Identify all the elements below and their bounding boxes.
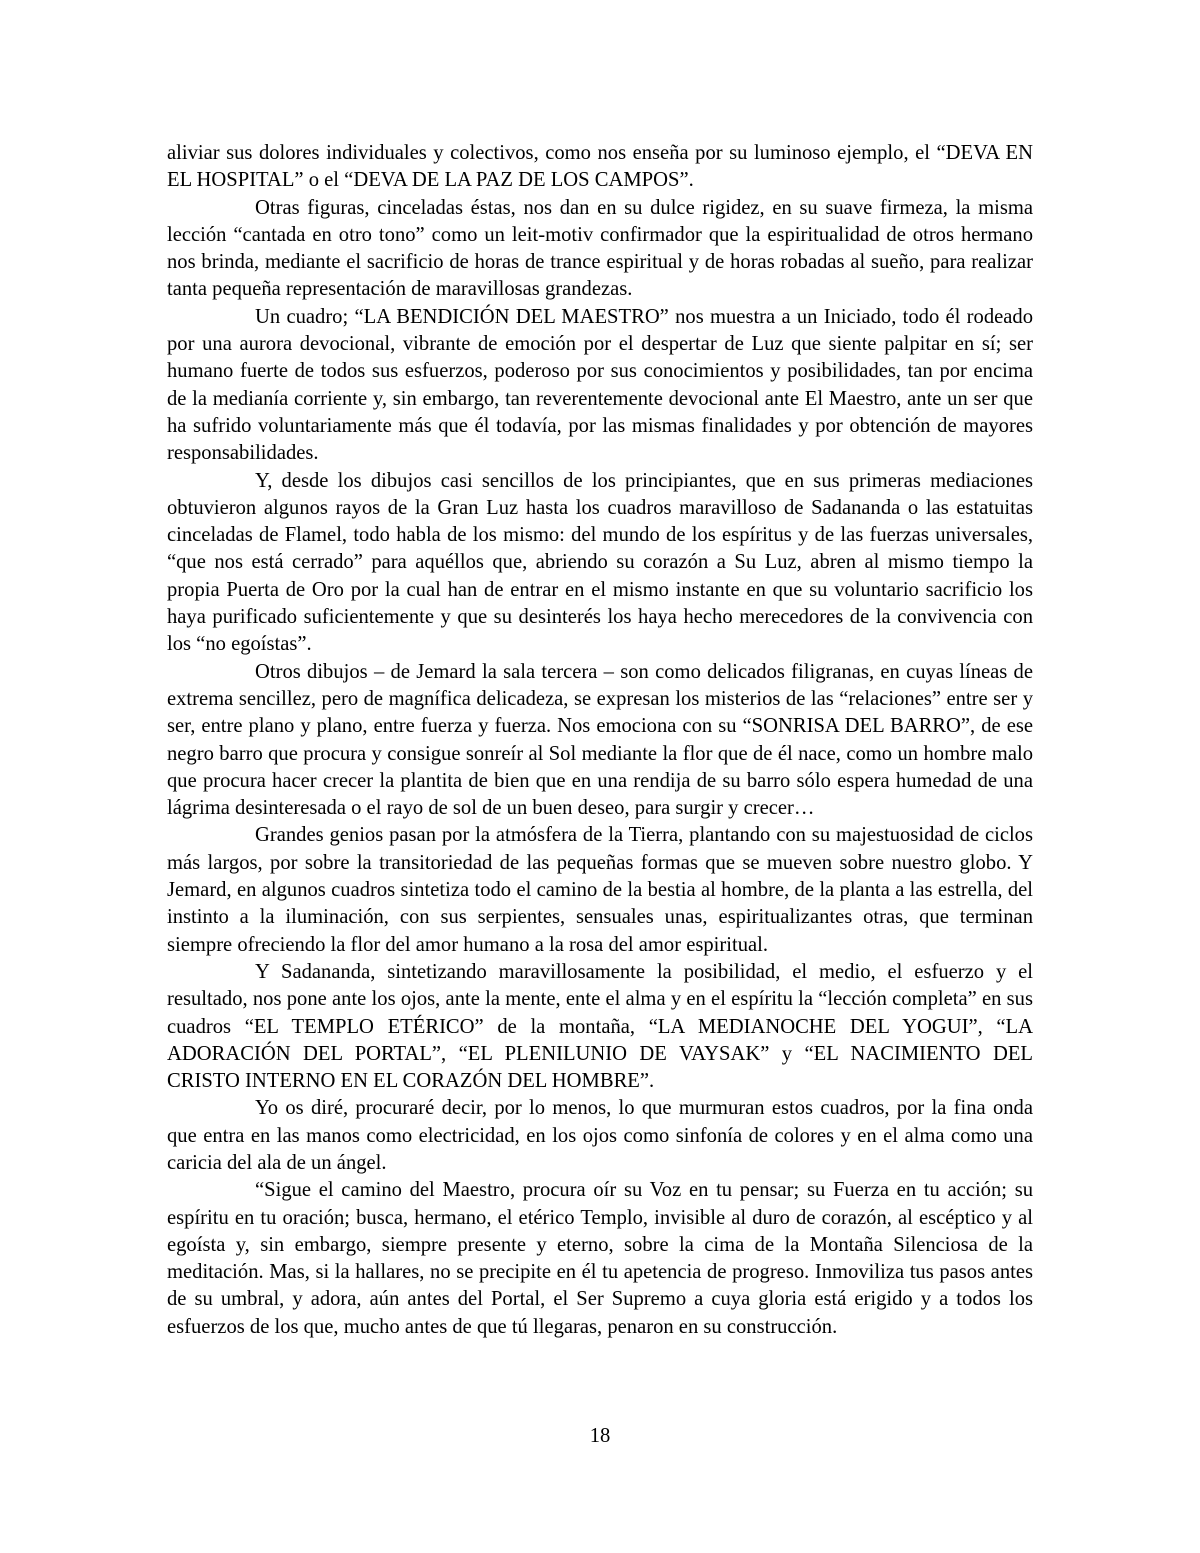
body-text — [167, 140, 1033, 1341]
paragraph: Un cuadro; “LA BENDICIÓN DEL MAESTRO” nos muestra a un Iniciado, todo él rodeado por una aurora devocional, vibrante de emoción por el despertar de Luz que siente palpitar en sí; ser humano fuerte de todos sus esfuerzos, poderoso por sus conocimientos y posibilidades, tan por encima de la medianía corriente y, sin embargo, tan reverentemente devocional ante El Maestro, ante un ser que ha sufrido voluntariamente más que él todavía, por las mismas finalidades y por obtención de mayores responsabilidades. — [167, 305, 1033, 465]
paragraph: “Sigue el camino del Maestro, procura oír su Voz en tu pensar; su Fuerza en tu acción; su espíritu en tu oración; busca, hermano, el etérico Templo, invisible al duro de corazón, al escéptico y al egoísta y, sin embargo, siempre presente y eterno, sobre la cima de la Montaña Silenciosa de la meditación. Mas, si la hallares, no se precipite en él tu apetencia de progreso. Inmoviliza tus pasos antes de su umbral, y adora, aún antes del Portal, el Ser Supremo a cuya gloria está erigido y a todos los esfuerzos de los que, mucho antes de que tú llegaras, penaron en su construcción. — [167, 1179, 1033, 1338]
paragraph: Y, desde los dibujos casi sencillos de los principiantes, que en sus primeras mediaciones obtuvieron algunos rayos de la Gran Luz hasta los cuadros maravilloso de Sadananda o las estatuitas cinceladas de Flamel, todo habla de los mismo: del mundo de los espíritus y de las fuerzas universales, “que nos está cerrado” para aquéllos que, abriendo su corazón a Su Luz, abren al mismo tiempo la propia Puerta de Oro por la cual han de entrar en el mismo instante en que su voluntario sacrificio los haya purificado suficientemente y que su desinterés los haya hecho merecedores de la convivencia con los “no egoístas”. — [167, 469, 1033, 656]
paragraph: Yo os diré, procuraré decir, por lo menos, lo que murmuran estos cuadros, por la fina onda que entra en las manos como electricidad, en los ojos como sinfonía de colores y en el alma como una caricia del ala de un ángel. — [167, 1097, 1033, 1174]
paragraph: Y Sadananda, sintetizando maravillosamente la posibilidad, el medio, el esfuerzo y el resultado, nos pone ante los ojos, ante la mente, ente el alma y en el espíritu la “lección completa” en sus cuadros “EL TEMPLO ETÉRICO” de la montaña, “LA MEDIANOCHE DEL YOGUI”, “LA ADORACIÓN DEL PORTAL”, “EL PLENILUNIO DE VAYSAK” y “EL NACIMIENTO DEL CRISTO INTERNO EN EL CORAZÓN DEL HOMBRE”. — [167, 960, 1033, 1093]
paragraph-continuation: aliviar sus dolores individuales y colectivos, como nos enseña por su luminoso ejemplo, el “DEVA EN EL HOSPITAL” o el “DEVA DE LA PAZ DE LOS CAMPOS”. — [167, 142, 1033, 192]
paragraph: Otros dibujos – de Jemard la sala tercera – son como delicados filigranas, en cuyas líneas de extrema sencillez, pero de magnífica delicadeza, se expresan los misterios de las “relaciones” entre ser y ser, entre plano y plano, entre fuerza y fuerza. Nos emociona con su “SONRISA DEL BARRO”, de ese negro barro que procura y consigue sonreír al Sol mediante la flor que de él nace, como un hombre malo que procura hacer crecer la plantita de bien que en una rendija de su barro sólo espera humedad de una lágrima desinteresada o el rayo de sol de un buen deseo, para surgir y crecer… — [167, 660, 1033, 820]
paragraph: Grandes genios pasan por la atmósfera de la Tierra, plantando con su majestuosidad de ciclos más largos, por sobre la transitoriedad de las pequeñas formas que se mueven sobre nuestro globo. Y Jemard, en algunos cuadros sintetiza todo el camino de la bestia al hombre, de la planta a las estrella, del instinto a la iluminación, con sus serpientes, sensuales unas, espiritualizantes otras, que terminan siempre ofreciendo la flor del amor humano a la rosa del amor espiritual. — [167, 824, 1033, 956]
page-number: 18 — [589, 1425, 611, 1447]
paragraph: Otras figuras, cinceladas éstas, nos dan en su dulce rigidez, en su suave firmeza, la misma lección “cantada en otro tono” como un leit-motiv confirmador que la espiritualidad de otros hermano nos brinda, mediante el sacrificio de horas de trance espiritual y de horas robadas al sueño, para realizar tanta pequeña representación de maravillosas grandezas. — [167, 196, 1033, 301]
